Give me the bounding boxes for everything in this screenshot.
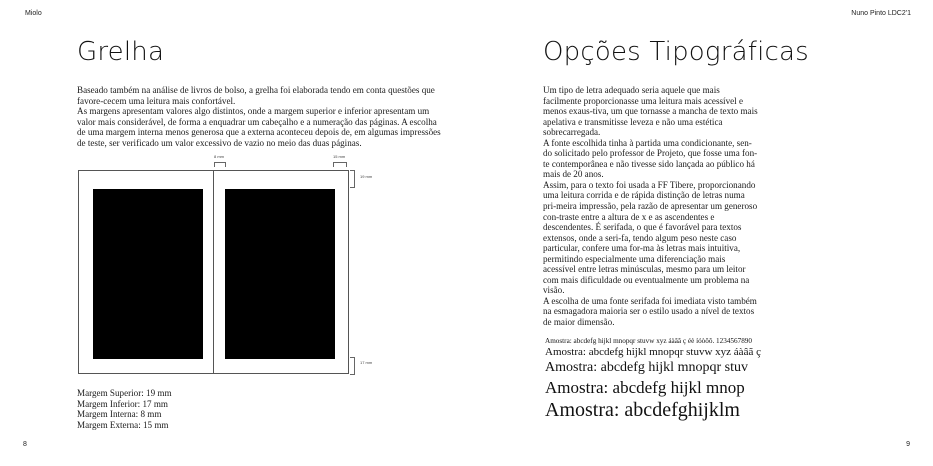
- page-number-left: 8: [23, 441, 27, 448]
- bottom-margin-bracket: [350, 357, 355, 375]
- margin-outer-value: Margem Externa: 15 mm: [77, 419, 169, 430]
- paragraph: As margens apresentam valores algo distintos, onde a margem superior e inferior apresentam um valor mais considerável, de forma a enquadrar um cabeçalho e a numeração das páginas. A escolha de uma margem interna menos generosa que a externa aconteceu depois de, em algumas impressões de teste, ser verificado um valor excessivo de vazio no meio das duas páginas.: [77, 106, 441, 148]
- top-margin-bracket: [350, 170, 355, 188]
- paragraph: A fonte escolhida tinha à partida uma condicionante, sen-do solicitado pelo professor de Projeto, que fosse uma fon-te contemporânea e não tivesse sido lançada ao público há mais de 20 anos.: [543, 137, 758, 180]
- type-sample-1: Amostra: abcdefg hijkl mnopqr stuvw xyz áàâã ç éè íóòôõ. 1234567890: [545, 337, 752, 345]
- paragraph: Um tipo de letra adequado seria aquele que mais facilmente proporcionasse uma leitura mais acessível e menos exaus-tiva, um que tornasse a mancha de texto mais apelativa e transmitisse leveza e não uma estética sobrecarregada.: [543, 85, 758, 138]
- margins-list: [77, 388, 172, 430]
- type-sample-3: Amostra: abcdefg hijkl mnopqr stuv: [545, 360, 748, 375]
- type-sample-2: Amostra: abcdefg hijkl mnopqr stuvw xyz áàâã ç: [545, 346, 761, 358]
- margin-bottom-value: Margem Inferior: 17 mm: [77, 398, 168, 409]
- inner-margin-bracket: [214, 162, 226, 167]
- page-title-grelha: Grelha: [77, 37, 165, 67]
- left-grid-page: [78, 170, 214, 374]
- type-sample-4: Amostra: abcdefg hijkl mnop: [545, 378, 745, 397]
- left-text-area: [93, 189, 203, 359]
- paragraph: Assim, para o texto foi usada a FF Tibere, proporcionando uma leitura corrida e de rápida distinção de letras numa pri-meira impressão, pela razão de apresentar um generoso con-traste entre a altura de x e as ascendentes e descendentes. É serifada, o que é favorável para textos extensos, onde a seri-fa, tendo algum peso neste caso particular, confere uma for-ma às letras mais intuitiva, permitindo especialmente uma diferenciação mais acessível entre letras minúsculas, mesmo para um leitor com mais dificuldade ou eventualmente um problema na visão.: [543, 179, 758, 296]
- opcoes-body-text: [543, 85, 758, 328]
- running-header-right: Nuno Pinto LDC2'1: [851, 10, 911, 17]
- inner-margin-label: 8 mm: [214, 154, 224, 159]
- paragraph: A escolha de uma fonte serifada foi imediata visto também na esmagadora maioria ser o estilo usado a nível de textos de maior dimensão.: [543, 295, 757, 328]
- margin-top-value: Margem Superior: 19 mm: [77, 388, 172, 398]
- page-number-right: 9: [906, 441, 910, 448]
- running-header-left: Miolo: [25, 10, 42, 17]
- page-title-opcoes: Opções Tipográficas: [543, 37, 809, 67]
- right-grid-page: [213, 170, 349, 374]
- type-sample-5: Amostra: abcdefghijklm: [545, 399, 740, 421]
- bottom-margin-label: 17 mm: [360, 360, 373, 365]
- outer-margin-label: 15 mm: [333, 154, 346, 159]
- outer-margin-bracket: [333, 162, 347, 167]
- type-samples: [545, 337, 761, 422]
- margin-inner-value: Margem Interna: 8 mm: [77, 409, 162, 420]
- right-text-area: [225, 189, 335, 359]
- top-margin-label: 19 mm: [360, 174, 373, 179]
- paragraph: Baseado também na análise de livros de bolso, a grelha foi elaborada tendo em conta questões que favore-cecem uma leitura mais confortável.: [77, 85, 435, 106]
- grid-diagram: [78, 150, 378, 380]
- grelha-body-text: [77, 85, 442, 148]
